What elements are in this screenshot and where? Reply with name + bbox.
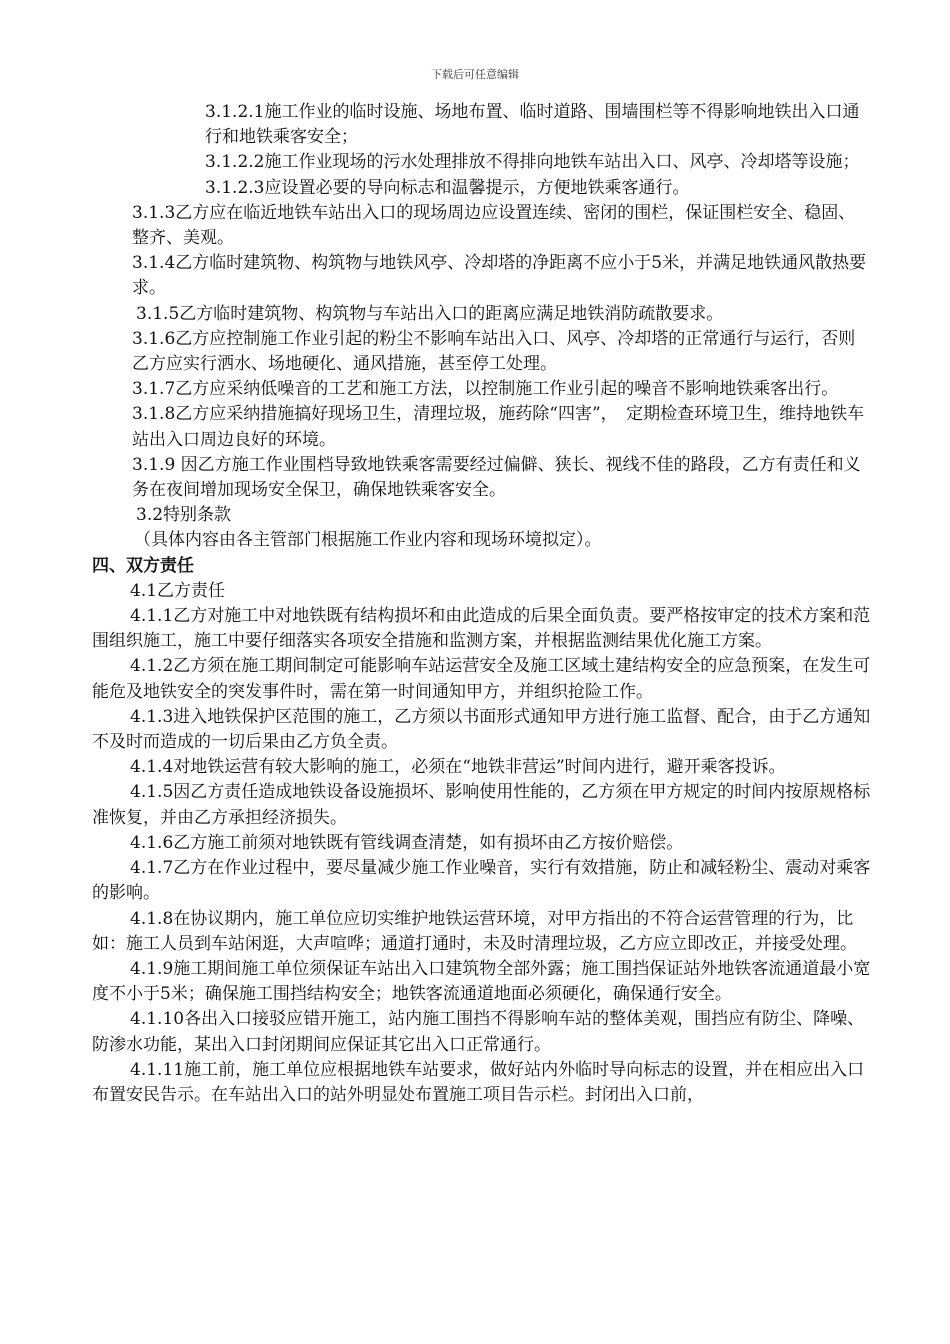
paragraph-4-1-8: 4.1.8在协议期内，施工单位应切实维护地铁运营环境，对甲方指出的不符合运营管理的行为，比如：施工人员到车站闲逛，大声喧哗；通道打通时，未及时清理垃圾，乙方应立即改正，并接受处理。 — [92, 908, 857, 954]
paragraph-4-1-2: 4.1.2乙方须在施工期间制定可能影响车站运营安全及施工区域土建结构安全的应急预案，在发生可能危及地铁安全的突发事件时，需在第一时间通知甲方，并组织抢险工作。 — [92, 656, 871, 702]
paragraph-4-1-9: 4.1.9施工期间施工单位须保证车站出入口建筑物全部外露；施工围挡保证站外地铁客流通道最小宽度不小于5米；确保施工围挡结构安全；地铁客流通道地面必须硬化，确保通行安全。 — [92, 958, 871, 1005]
section-4-heading: 四、双方责任 — [92, 555, 194, 576]
section-3-2-title: 3.2特别条款 — [136, 505, 232, 526]
paragraph-3-1-3: 3.1.3乙方应在临近地铁车站出入口的现场周边应设置连续、密闭的围栏，保证围栏安全、稳固、整齐、美观。 — [132, 202, 856, 249]
paragraph-3-1-5: 3.1.5乙方临时建筑物、构筑物与车站出入口的距离应满足地铁消防疏散要求。 — [136, 303, 724, 324]
paragraph-4-1-11: 4.1.11施工前，施工单位应根据地铁车站要求，做好站内外临时导向标志的设置，并在相应出入口布置安民告示。在车站出入口的站外明显处布置施工项目告示栏。封闭出入口前， — [92, 1059, 865, 1105]
paragraph-3-1-7: 3.1.7乙方应采纳低噪音的工艺和施工方法，以控制施工作业引起的噪音不影响地铁乘客出行。 — [132, 379, 839, 400]
section-3-2-note: （具体内容由各主管部门根据施工作业内容和现场环境拟定）。 — [134, 530, 602, 551]
paragraph-3-1-8: 3.1.8乙方应采纳措施搞好现场卫生，清理垃圾，施药除“四害”， 定期检查环境卫生，维持地铁车站出入口周边良好的环境。 — [132, 404, 865, 450]
paragraph-4-1-5: 4.1.5因乙方责任造成地铁设备设施损坏、影响使用性能的，乙方须在甲方规定的时间内按原规格标准恢复，并由乙方承担经济损失。 — [92, 782, 871, 828]
section-4-1-title: 4.1乙方责任 — [130, 580, 226, 601]
document-body — [92, 100, 872, 1108]
paragraph-3-1-2-3: 3.1.2.3应设置必要的导向标志和温馨提示，方便地铁乘客通行。 — [205, 177, 690, 198]
paragraph-3-1-2-1: 3.1.2.1施工作业的临时设施、场地布置、临时道路、围墙围栏等不得影响地铁出入口通行和地铁乘客安全； — [205, 102, 860, 148]
paragraph-3-1-9: 3.1.9 因乙方施工作业围档导致地铁乘客需要经过偏僻、狭长、视线不佳的路段，乙方有责任和义务在夜间增加现场安全保卫，确保地铁乘客安全。 — [132, 454, 861, 501]
paragraph-3-1-4: 3.1.4乙方临时建筑物、构筑物与地铁风亭、冷却塔的净距离不应小于5米，并满足地铁通风散热要求。 — [132, 253, 867, 299]
paragraph-4-1-4: 4.1.4对地铁运营有较大影响的施工，必须在“地铁非营运”时间内进行，避开乘客投诉。 — [130, 757, 786, 778]
paragraph-4-1-6: 4.1.6乙方施工前须对地铁既有管线调查清楚，如有损坏由乙方按价赔偿。 — [130, 832, 684, 853]
paragraph-3-1-2-2: 3.1.2.2施工作业现场的污水处理排放不得排向地铁车站出入口、风亭、冷却塔等设施； — [205, 152, 860, 173]
paragraph-4-1-7: 4.1.7乙方在作业过程中，要尽量减少施工作业噪音，实行有效措施，防止和减轻粉尘、震动对乘客的影响。 — [92, 858, 871, 904]
paragraph-4-1-3: 4.1.3进入地铁保护区范围的施工，乙方须以书面形式通知甲方进行施工监督、配合，由于乙方通知不及时而造成的一切后果由乙方负全责。 — [92, 706, 871, 753]
paragraph-4-1-1: 4.1.1乙方对施工中对地铁既有结构损坏和由此造成的后果全面负责。要严格按审定的技术方案和范围组织施工，施工中要仔细落实各项安全措施和监测方案，并根据监测结果优化施工方案。 — [92, 606, 871, 652]
paragraph-4-1-10: 4.1.10各出入口接驳应错开施工，站内施工围挡不得影响车站的整体美观，围挡应有防尘、降噪、防渗水功能，某出入口封闭期间应保证其它出入口正常通行。 — [92, 1009, 865, 1055]
paragraph-3-1-6: 3.1.6乙方应控制施工作业引起的粉尘不影响车站出入口、风亭、冷却塔的正常通行与运行，否则乙方应实行洒水、场地硬化、通风措施，甚至停工处理。 — [132, 328, 856, 375]
page-header: 下载后可任意编辑 — [431, 68, 519, 81]
